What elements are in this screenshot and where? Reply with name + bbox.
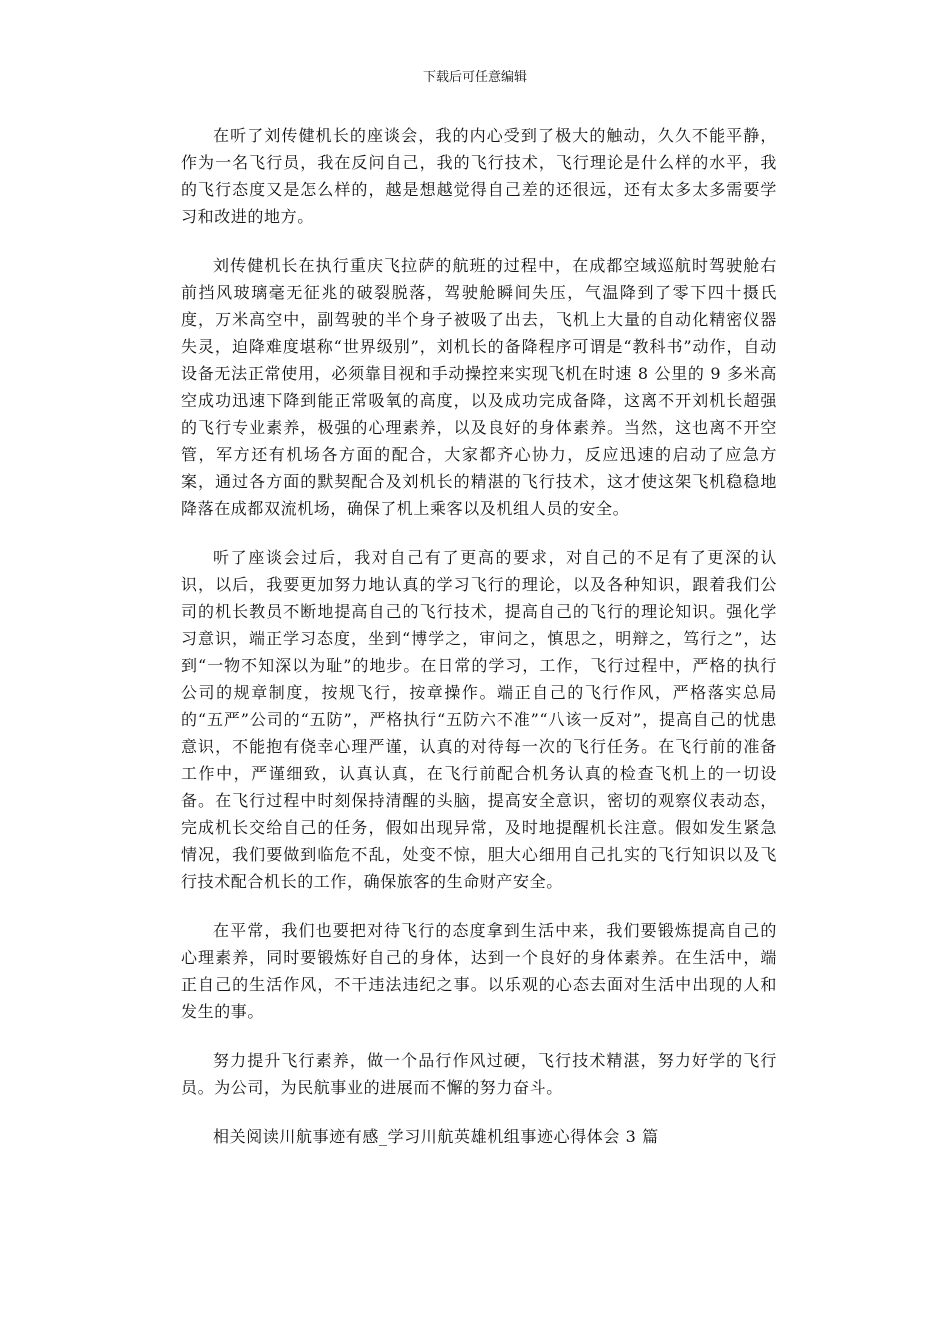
page-header-note: 下载后可任意编辑 xyxy=(422,70,527,85)
related-reading-line: 相关阅读川航事迹有感_学习川航英雄机组事迹心得体会 3 篇 xyxy=(213,1127,659,1146)
paragraph-5: 努力提升飞行素养，做一个品行作风过硬，飞行技术精湛，努力好学的飞行员。为公司，为民航事业的进展而不懈的努力奋斗。 xyxy=(181,1051,777,1097)
paragraph-2: 刘传健机长在执行重庆飞拉萨的航班的过程中，在成都空域巡航时驾驶舱右前挡风玻璃毫无征兆的破裂脱落，驾驶舱瞬间失压，气温降到了零下四十摄氏度，万米高空中，副驾驶的半个身子被吸了出去，飞机上大量的自动化精密仪器失灵，迫降难度堪称“世界级别”，刘机长的备降程序可谓是“教科书”动作，自动设备无法正常使用，必须靠目视和手动操控来实现飞机在时速 8 公里的 9 多米高空成功迅速下降到能正常吸氧的高度，以及成功完成备降，这离不开刘机长超强的飞行专业素养，极强的心理素养，以及良好的身体素养。当然，这也离不开空管，军方还有机场各方面的配合，大家都齐心协力，反应迅速的启动了应急方案，通过各方面的默契配合及刘机长的精湛的飞行技术，这才使这架飞机稳稳地降落在成都双流机场，确保了机上乘客以及机组人员的安全。 xyxy=(181,256,777,518)
article-body xyxy=(181,122,777,1150)
paragraph-1: 在听了刘传健机长的座谈会，我的内心受到了极大的触动，久久不能平静，作为一名飞行员，我在反问自己，我的飞行技术，飞行理论是什么样的水平，我的飞行态度又是怎么样的，越是想越觉得自己差的还很远，还有太多太多需要学习和改进的地方。 xyxy=(181,126,777,226)
paragraph-3: 听了座谈会过后，我对自己有了更高的要求，对自己的不足有了更深的认识，以后，我要更加努力地认真的学习飞行的理论，以及各种知识，跟着我们公司的机长教员不断地提高自己的飞行技术，提高自己的飞行的理论知识。强化学习意识，端正学习态度，坐到“博学之，审问之，慎思之，明辩之，笃行之”，达到“一物不知深以为耻”的地步。在日常的学习，工作，飞行过程中，严格的执行公司的规章制度，按规飞行，按章操作。端正自己的飞行作风，严格落实总局的“五严”公司的“五防”，严格执行“五防六不准”“八该一反对”，提高自己的忧患意识，不能抱有侥幸心理严谨，认真的对待每一次的飞行任务。在飞行前的准备工作中，严谨细致，认真认真，在飞行前配合机务认真的检查飞机上的一切设备。在飞行过程中时刻保持清醒的头脑，提高安全意识，密切的观察仪表动态，完成机长交给自己的任务，假如出现异常，及时地提醒机长注意。假如发生紧急情况，我们要做到临危不乱，处变不惊，胆大心细用自己扎实的飞行知识以及飞行技术配合机长的工作，确保旅客的生命财产安全。 xyxy=(181,548,777,891)
paragraph-4: 在平常，我们也要把对待飞行的态度拿到生活中来，我们要锻炼提高自己的心理素养，同时要锻炼好自己的身体，达到一个良好的身体素养。在生活中，端正自己的生活作风，不干违法违纪之事。以乐观的心态去面对生活中出现的人和发生的事。 xyxy=(181,921,777,1021)
